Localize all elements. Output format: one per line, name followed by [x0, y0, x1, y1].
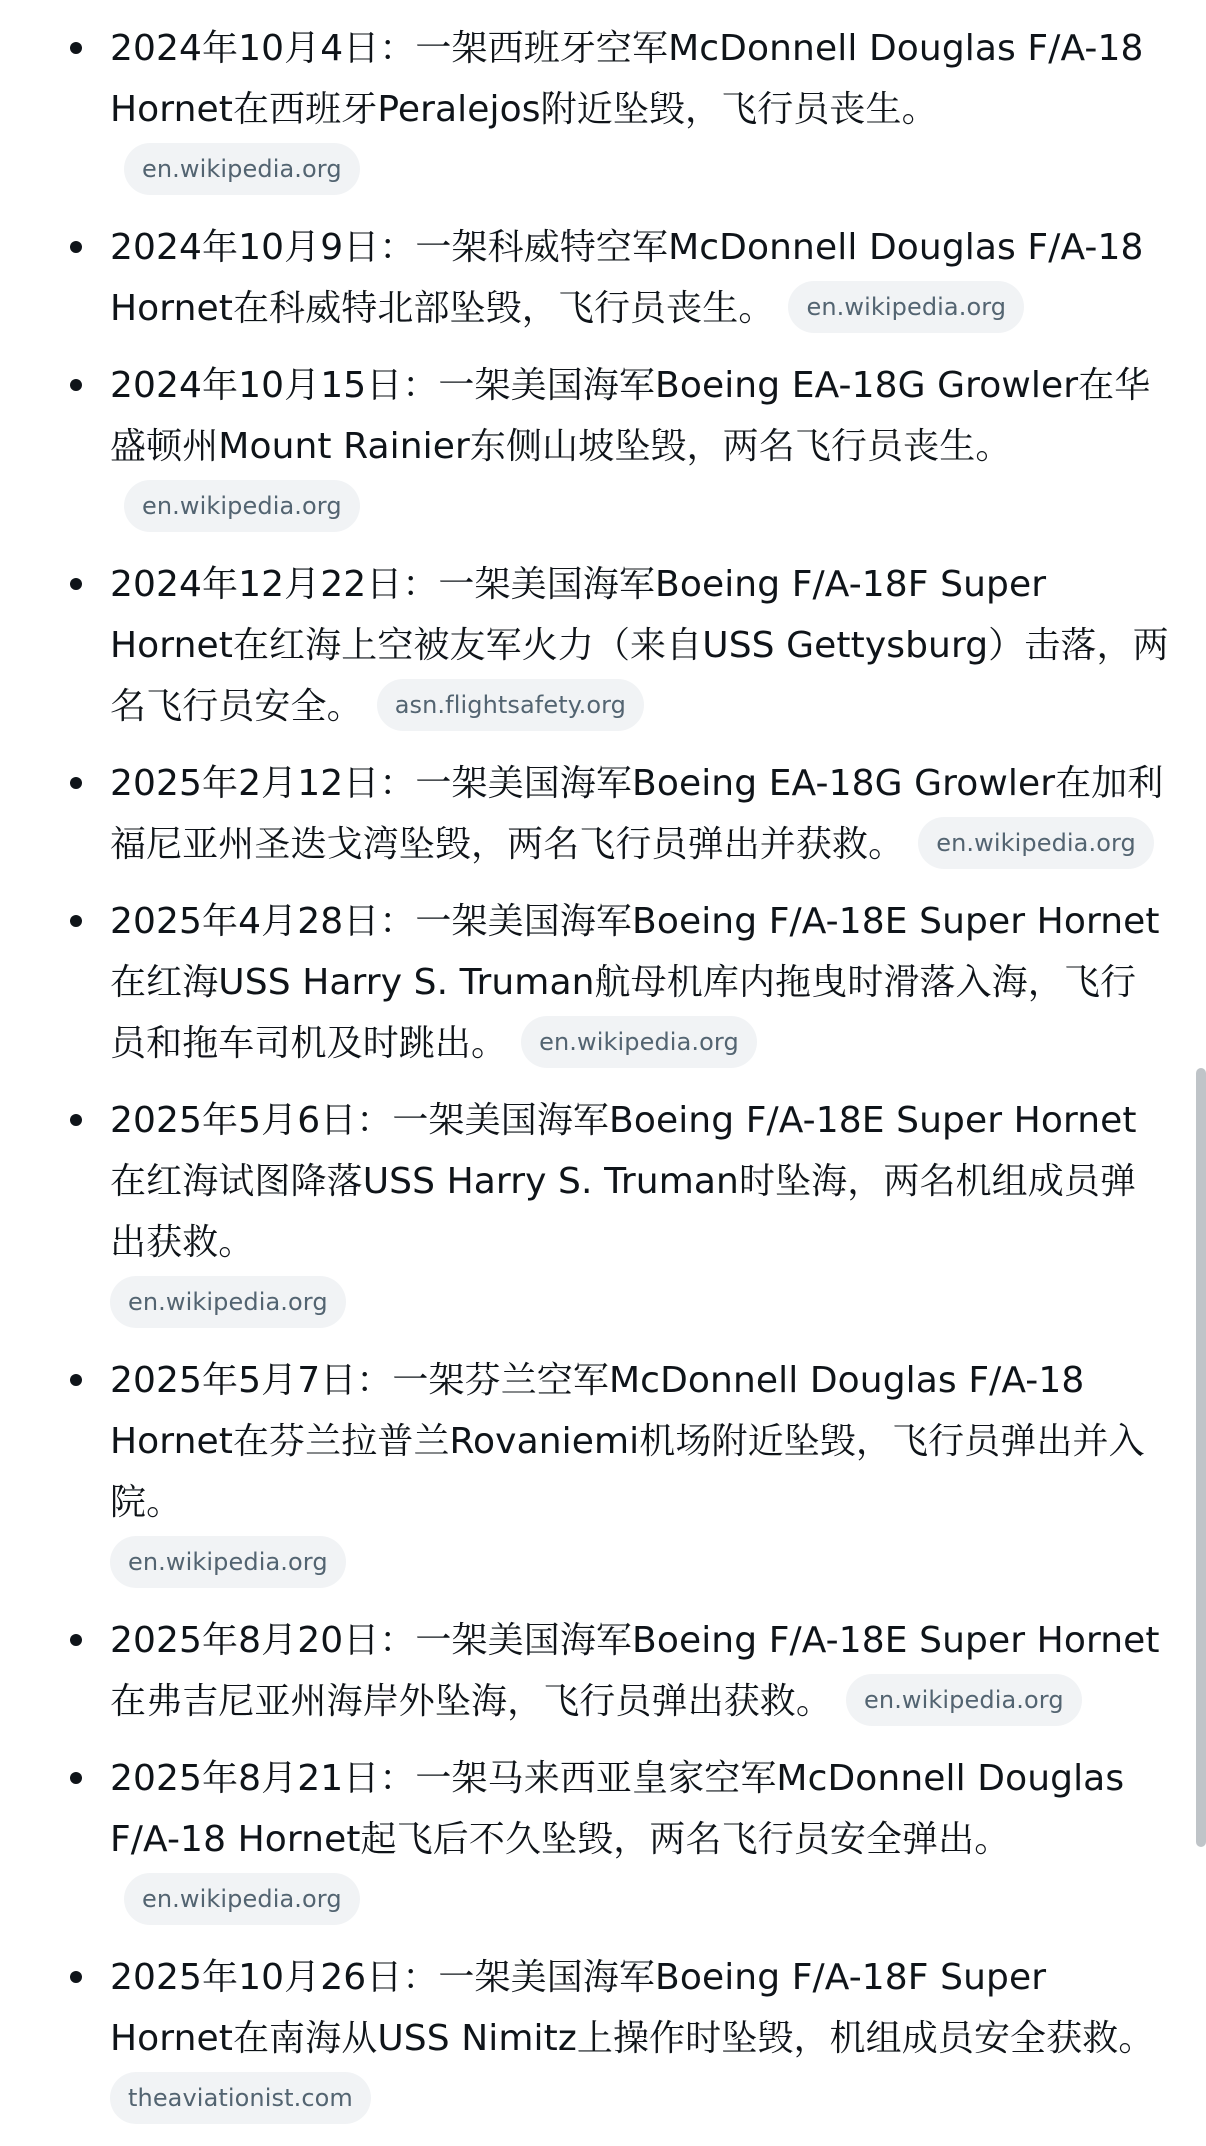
- source-chip[interactable]: en.wikipedia.org: [110, 1276, 346, 1328]
- list-item: [0, 753, 1206, 875]
- bullet-icon: [70, 915, 82, 927]
- bullet-icon: [70, 1374, 82, 1386]
- item-text: 2025年2月12日：一架美国海军Boeing EA-18G Growler在加利福尼亚州圣迭戈湾坠毁，两名飞行员弹出并获救。: [110, 763, 1164, 865]
- source-chip[interactable]: en.wikipedia.org: [521, 1016, 757, 1068]
- source-chip[interactable]: en.wikipedia.org: [124, 1873, 360, 1925]
- source-chip[interactable]: en.wikipedia.org: [124, 143, 360, 195]
- list-item: [0, 1610, 1206, 1732]
- source-chip[interactable]: theaviationist.com: [110, 2072, 371, 2124]
- bullet-icon: [70, 42, 82, 54]
- item-text: 2025年4月28日：一架美国海军Boeing F/A-18E Super Hornet在红海USS Harry S. Truman航母机库内拖曳时滑落入海，飞行员和拖车司机及时跳出。: [110, 901, 1160, 1064]
- bullet-icon: [70, 1772, 82, 1784]
- item-text: 2024年12月22日：一架美国海军Boeing F/A-18F Super Hornet在红海上空被友军火力（来自USS Gettysburg）击落，两名飞行员安全。: [110, 564, 1169, 727]
- list-item: [0, 1090, 1206, 1334]
- scrollbar[interactable]: [1196, 1068, 1206, 1847]
- list-item: [0, 18, 1206, 201]
- item-text: 2025年5月7日：一架芬兰空军McDonnell Douglas F/A-18 Hornet在芬兰拉普兰Rovaniemi机场附近坠毁，飞行员弹出并入院。: [110, 1360, 1145, 1523]
- list-item: [0, 554, 1206, 737]
- item-text: 2025年8月21日：一架马来西亚皇家空军McDonnell Douglas F/A-18 Hornet起飞后不久坠毁，两名飞行员安全弹出。: [110, 1758, 1125, 1860]
- list-item: [0, 1350, 1206, 1594]
- bullet-icon: [70, 241, 82, 253]
- list-item: [0, 355, 1206, 538]
- item-text: 2024年10月15日：一架美国海军Boeing EA-18G Growler在华盛顿州Mount Rainier东侧山坡坠毁，两名飞行员丧生。: [110, 365, 1151, 467]
- item-text: 2024年10月9日：一架科威特空军McDonnell Douglas F/A-18 Hornet在科威特北部坠毁，飞行员丧生。: [110, 227, 1144, 329]
- list-item: [0, 1947, 1206, 2130]
- bullet-icon: [70, 379, 82, 391]
- item-text: 2025年5月6日：一架美国海军Boeing F/A-18E Super Hornet在红海试图降落USS Harry S. Truman时坠海，两名机组成员弹出获救。: [110, 1100, 1137, 1263]
- source-chip[interactable]: en.wikipedia.org: [110, 1536, 346, 1588]
- source-chip[interactable]: en.wikipedia.org: [124, 480, 360, 532]
- item-text: 2024年10月4日：一架西班牙空军McDonnell Douglas F/A-18 Hornet在西班牙Peralejos附近坠毁，飞行员丧生。: [110, 28, 1144, 130]
- item-text: 2025年10月26日：一架美国海军Boeing F/A-18F Super Hornet在南海从USS Nimitz上操作时坠毁，机组成员安全获救。: [110, 1957, 1155, 2059]
- list-item: [0, 891, 1206, 1074]
- bullet-icon: [70, 1971, 82, 1983]
- bullet-icon: [70, 1114, 82, 1126]
- bullet-icon: [70, 1634, 82, 1646]
- list-item: [0, 217, 1206, 339]
- source-chip[interactable]: en.wikipedia.org: [788, 281, 1024, 333]
- bullet-icon: [70, 578, 82, 590]
- source-chip[interactable]: asn.flightsafety.org: [377, 679, 644, 731]
- bullet-icon: [70, 777, 82, 789]
- item-text: 2025年8月20日：一架美国海军Boeing F/A-18E Super Hornet在弗吉尼亚州海岸外坠海，飞行员弹出获救。: [110, 1620, 1160, 1722]
- list-item: [0, 1748, 1206, 1931]
- source-chip[interactable]: en.wikipedia.org: [918, 817, 1154, 869]
- source-chip[interactable]: en.wikipedia.org: [846, 1674, 1082, 1726]
